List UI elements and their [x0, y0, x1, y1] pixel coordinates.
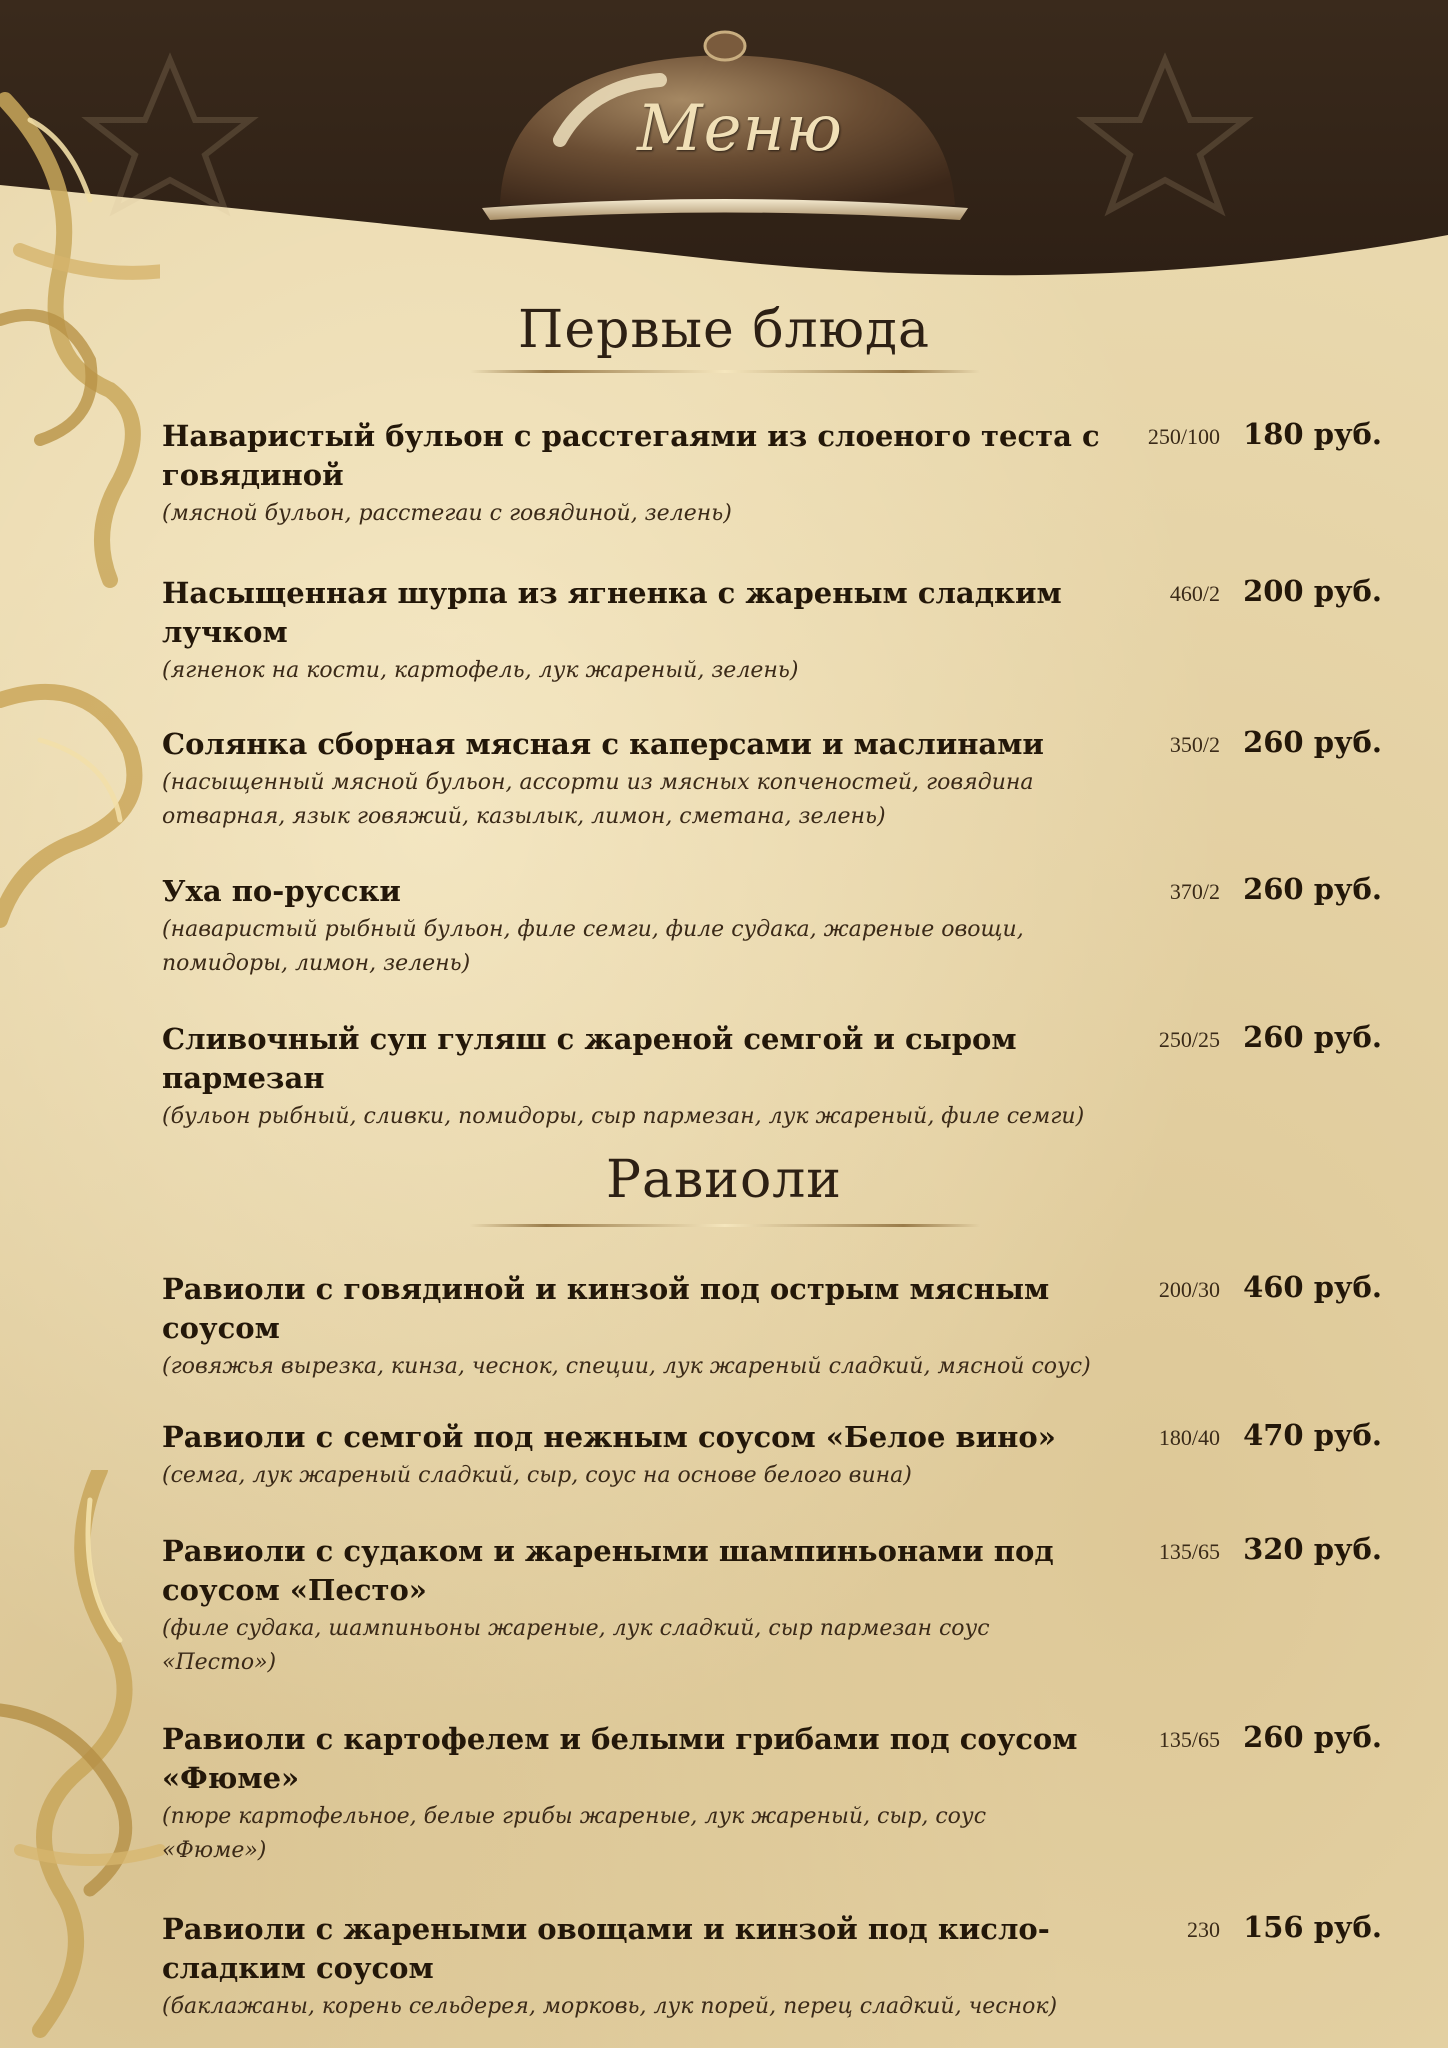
menu-item [162, 1720, 1382, 1868]
item-weight: 350/2 [1169, 732, 1220, 757]
item-price: 260 руб. [1243, 1020, 1382, 1054]
item-price: 260 руб. [1243, 872, 1382, 906]
item-weight: 135/65 [1158, 1539, 1220, 1564]
item-description: (мясной бульон, расстегаи с говядиной, зелень) [162, 501, 732, 526]
item-name: Сливочный суп гуляш с жареной семгой и сыром пармезан [162, 1022, 1017, 1095]
section-title-ravioli: Равиоли [606, 1150, 842, 1210]
cloche-handle [705, 32, 745, 60]
section-divider [470, 1224, 980, 1227]
gold-ribbon-bottom [0, 1470, 180, 2048]
item-description: (говяжья вырезка, кинза, чеснок, специи, лук жареный сладкий, мясной соус) [162, 1354, 1091, 1379]
menu-item [162, 1020, 1382, 1134]
item-name: Уха по-русски [162, 874, 401, 908]
item-price: 200 руб. [1243, 574, 1382, 608]
gold-ribbon-middle [0, 640, 160, 940]
item-weight: 460/2 [1169, 581, 1220, 606]
menu-item [162, 574, 1382, 688]
item-price: 156 руб. [1243, 1910, 1382, 1944]
item-description: (насыщенный мясной бульон, ассорти из мясных копченостей, говядина отварная, язык говяжий, казылык, лимон, сметана, зелень) [162, 770, 1034, 829]
item-weight: 230 [1187, 1917, 1220, 1942]
menu-logo-text: Меню [637, 92, 843, 166]
menu-item [162, 1270, 1382, 1384]
item-weight: 200/30 [1158, 1277, 1220, 1302]
menu-header [0, 0, 1448, 300]
item-name: Равиоли с картофелем и белыми грибами под соусом «Фюме» [162, 1722, 1078, 1795]
item-price: 320 руб. [1243, 1532, 1382, 1566]
item-price: 260 руб. [1243, 1720, 1382, 1754]
menu-item [162, 417, 1382, 531]
item-description: (семга, лук жареный сладкий, сыр, соус на основе белого вина) [162, 1463, 912, 1488]
menu-item [162, 1532, 1382, 1680]
item-name: Наваристый бульон с расстегаями из слоеного теста с говядиной [162, 419, 1100, 492]
section-title-first-courses: Первые блюда [517, 300, 930, 360]
item-price: 180 руб. [1243, 417, 1382, 451]
item-description: (баклажаны, корень сельдерея, морковь, лук порей, перец сладкий, чеснок) [162, 1994, 1058, 2019]
item-name: Равиоли с семгой под нежным соусом «Белое вино» [162, 1420, 1056, 1454]
item-name: Равиоли с говядиной и кинзой под острым мясным соусом [162, 1272, 1050, 1345]
item-price: 470 руб. [1243, 1418, 1382, 1452]
item-price: 460 руб. [1243, 1270, 1382, 1304]
item-weight: 370/2 [1169, 879, 1220, 904]
section-divider [470, 370, 980, 373]
menu-item [162, 872, 1382, 981]
item-description: (филе судака, шампиньоны жареные, лук сладкий, сыр пармезан соус «Песто») [162, 1616, 990, 1675]
item-name: Равиоли с жареными овощами и кинзой под кисло-сладким соусом [162, 1912, 1050, 1985]
menu-item [162, 1910, 1382, 2024]
item-weight: 250/100 [1147, 424, 1220, 449]
item-name: Равиоли с судаком и жареными шампиньонами под соусом «Песто» [162, 1534, 1054, 1607]
item-weight: 135/65 [1158, 1727, 1220, 1752]
item-description: (бульон рыбный, сливки, помидоры, сыр пармезан, лук жареный, филе семги) [162, 1104, 1085, 1129]
item-description: (пюре картофельное, белые грибы жареные, лук жареный, сыр, соус «Фюме») [162, 1804, 987, 1863]
menu-item [162, 725, 1382, 834]
item-weight: 250/25 [1158, 1027, 1220, 1052]
item-description: (наваристый рыбный бульон, филе семги, филе судака, жареные овощи, помидоры, лимон, зелень) [162, 917, 1024, 976]
item-name: Насыщенная шурпа из ягненка с жареным сладким лучком [162, 576, 1062, 649]
menu-item [162, 1418, 1382, 1493]
item-name: Солянка сборная мясная с каперсами и маслинами [162, 727, 1044, 761]
item-description: (ягненок на кости, картофель, лук жареный, зелень) [162, 658, 799, 683]
item-weight: 180/40 [1158, 1425, 1220, 1450]
item-price: 260 руб. [1243, 725, 1382, 759]
